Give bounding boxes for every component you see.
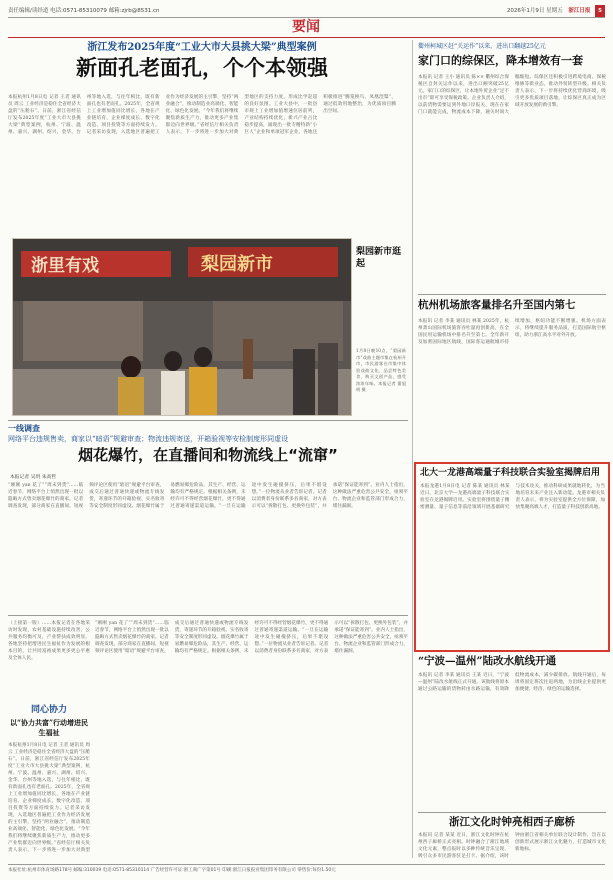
sidebar-continued-body: “刚刚 yan 花了”“周末到货”……临近春节，网络平台上悄然出现一批以隐晦方式售卖烟花爆竹的商家。记者调查发现，部分商家在直播间、短视频评论区使用“暗语”规避平台审查，成交后通过普通快递或物流专线发货，寄递环节的开箱验视、实名收寄等安全制度形同虚设。烟花爆竹属于易燃易爆危险品，其生产、经营、运输均有严格规定。根据相关条例，未经许可不得经营烟花爆竹，更不得通过普通寄递渠道运输。“一旦在运输途中发生碰撞挤压，后果不堪设想。”一位物流从业者告诉记者。记者以消费者身份联系多名商家，对方表示可以“拆散打包、更换外包装”，并承诺“保证能寄到”。业内人士指出，这种做法严重危害公共安全，亟须平台、物流企业和监管部门形成合力，堵住漏洞。 [95,621,408,654]
lead-subtitle: 浙江发布2025年度“工业大市大县挑大梁”典型案例 [87,42,317,53]
header-left-text: 责任编辑/读经道 电话:0571-85310079 邮箱:zjrb@8531.cn [8,8,160,14]
sign-2-text: 梨园新市 [201,254,273,275]
header-page-no: 5 [595,5,605,17]
commentary-label: 一线调查 [8,423,40,433]
right-rule-1 [418,294,606,295]
sidebar-lead: （上接第一版）……本报记者在各地采访时发现，农村基础设施持续改善，公共服务均衡可及，产业帮扶成效明显。各地坚持把增进民生福祉作为发展的根本目的，让共同富裕成果更多更公平惠及全体人民。 [8,621,90,661]
photo-illustration [13,239,351,415]
commentary-rule [8,420,408,421]
right-rule-2 [418,812,606,813]
commentary-byline: 本报记者 吴玥 朱高哲 [10,475,57,480]
column-divider [412,40,413,858]
sidebar-body: 本报杭州1月8日电 记者 王者 通讯员 周云 工业经济是稳住全省经济大盘的“压舱石”。日前，浙江省经信厅发布2025年度“工业大市大县挑大梁”典型案例，杭州、宁波、温州、嘉兴、湖州、绍兴、金华、台州等地入选，与往年相比，既有新面孔也有老面孔。2025年，全省规上工业增加值同比增长，各地在产业链培育、企业梯度成长、数字化改造、项目投资等方面持续发力。记者采访发现，入选地区普遍把工业作为经济发展的主引擎，坚持“两业融合”，推动制造业高端化、智能化、绿色化发展。“今年我们将继续聚焦新质生产力，推动更多产业集群迈向世界级。”省经信厅相关负责人表示，下一步将进一步加大对典型 [8,743,90,852]
page-header [8,5,605,17]
right-top-title: 家门口的综保区，降本增效有一套 [418,54,583,67]
right-top-subtitle: 衢州柯城区赶“关运作”以来，进出口翻越25亿元 [418,43,546,50]
highlighted-story-box [414,462,610,652]
highlight-body: 本报龙港1月8日电 记者 陈某 通讯员 林某 近日，北京大学—龙港高端量子科技联合实验室在龙港揭牌启用。实验室将围绕量子精密测量、量子信息等前沿领域开展基础研究与技术攻关，推动科研成果就地转化，为当地培育未来产业注入新动能。龙港市相关负责人表示，将为实验室提供全方位保障，加快集聚高端人才，打造量子科技创新高地。 [420,484,605,510]
section-rule [8,37,605,38]
photo-caption-title: 梨园新市逛起 [356,247,402,269]
commentary-title: 烟花爆竹，在直播间和物流线上“流窜” [78,446,338,464]
sidebar-title: 以“协力共富”行动增进民生福祉 [9,718,89,737]
sidebar-story [8,620,90,860]
sidebar-head: 同心协力 [30,705,67,715]
right-top-body: 本报讯 记者 王小 通讯员 陈×× 衢州综合保税区自封关运作以来，进出口额突破25亿元。家门口的综保区，让本地外贸企业“足不出市”即可享受保税政策。企业负责人介绍，以前货物需要运到外地口岸报关，现在在家门口就能完成，物流成本下降，通关时间大幅缩短。综保区还积极引进跨境电商、保税维修等新业态，推动外贸转型升级。相关负责人表示，下一步将持续优化营商环境，吸引更多优质项目落地，让综保区真正成为区域开放发展的新引擎。 [418,75,606,115]
highlight-title: 北大一龙港高端量子科技联合实验室揭牌启用 [420,468,601,478]
footer-rule [8,864,605,865]
right-top-heading [418,42,606,68]
commentary-body: “刚刚 yan 花了”“周末到货”……临近春节，网络平台上悄然出现一批以隐晦方式售卖烟花爆竹的商家。记者调查发现，部分商家在直播间、短视频评论区使用“暗语”规避平台审查，成交后通过普通快递或物流专线发货，寄递环节的开箱验视、实名收寄等安全制度形同虚设。烟花爆竹属于易燃易爆危险品，其生产、经营、运输均有严格规定。根据相关条例，未经许可不得经营烟花爆竹，更不得通过普通寄递渠道运输。“一旦在运输途中发生碰撞挤压，后果不堪设想。”一位物流从业者告诉记者。记者以消费者身份联系多名商家，对方表示可以“拆散打包、更换外包装”，并承诺“保证能寄到”。业内人士指出，这种做法严重危害公共安全，亟须平台、物流企业和监管部门形成合力，堵住漏洞。 [8,483,408,509]
market-photo [12,238,352,416]
section-title: 要闻 [292,19,320,35]
clock-title: 浙江文化时钟亮相西子廊桥 [449,816,575,828]
waterway-body: 本报讯 记者 李某 通讯员 王某 近日，“宁波—温州”陆改水航线正式开通。该航线将原本通过公路运输的货物转由水路运输，有效降低物流成本，减少碳排放。航线开通后，每周将固定班次往返两地，为沿线企业提供更加便捷、经济、绿色的运输选择。 [418,673,606,692]
photo-caption-block [356,246,406,432]
lead-body: 本报杭州1月8日电 记者 王者 通讯员 周云 工业经济是稳住全省经济大盘的“压舱石”。日前，浙江省经信厅发布2025年度“工业大市大县挑大梁”典型案例，杭州、宁波、温州、嘉兴、湖州、绍兴、金华、台州等地入选，与往年相比，既有新面孔也有老面孔。2025年，全省规上工业增加值同比增长，各地在产业链培育、企业梯度成长、数字化改造、项目投资等方面持续发力。记者采访发现，入选地区普遍把工业作为经济发展的主引擎，坚持“两业融合”，推动制造业高端化、智能化、绿色化发展。“今年我们将继续聚焦新质生产力，推动更多产业集群迈向世界级。”省经信厅相关负责人表示，下一步将进一步加大对典型地区的支持力度，形成比学赶超的良好氛围。工业大县中，一批县市规上工业增加值增速位居前列，产业结构持续优化，新兴产业占比稳步提高，涌现出一批专精特新“小巨人”企业和单项冠军企业。各地还积极推进“腾笼换鸟、凤凰涅槃”，通过低效用地整治，为优质项目腾出空间。 [8,95,396,135]
bottom-rule [8,615,408,616]
header-paper-name: 浙江日报 [568,8,591,14]
header-date: 2026年1月9日 星期五 [506,8,563,14]
airport-title: 杭州机场旅客量排名升至国内第七 [418,299,576,311]
header-right [507,5,605,17]
commentary-heading [8,423,408,465]
footer-text: 本报社址:杭州市体育场路178号 邮编:310039 电话:0571-85310114 广告经营许可证:浙工商广字第01号 印刷:浙江日报报业集团印务有限公司 零售价:每份1.50元 [8,868,336,873]
sign-1-text: 浙里有戏 [31,256,99,276]
photo-caption-body: 1月8日晚10点，“梨园新市”戏曲主题市集在杭州开市，市民游客在市集中体验戏曲文化、品尝特色美食、购买文创产品，感受浓浓年味。本报记者 董旭明 摄 [356,348,406,392]
clock-body: 本报讯 记者 某某 近日，浙江文化时钟在杭州西子廊桥正式亮相。时钟融合了浙江地域文化元素，整点报时以多种传统音乐呈现，吸引众多市民游客驻足打卡。据介绍，该时钟由浙江省相关单位联合设计制作，旨在以创新形式展示浙江文化魅力，打造城市文化新地标。 [418,833,606,859]
lead-headline-block [8,40,396,78]
waterway-title: “宁波—温州”陆改水航线开通 [418,655,557,667]
lead-title: 新面孔老面孔，个个本领强 [76,56,328,80]
commentary-subtitle: 网络平台违规售卖，商家以“暗语”规避审查；物流违规寄送，开箱验视等安检制度形同虚设 [8,435,289,443]
airport-body: 本报讯 记者 李某 通讯员 林某 2025年，杭州萧山国际机场旅客吞吐量再创新高，在全国民用运输机场中排名升至第七。全年新开及加密国际地区航线，国际客运通航城市持续增加，枢纽功能不断增强。机场方面表示，将继续提升服务品质，打造国际航空枢纽，助力浙江高水平对外开放。 [418,319,606,345]
